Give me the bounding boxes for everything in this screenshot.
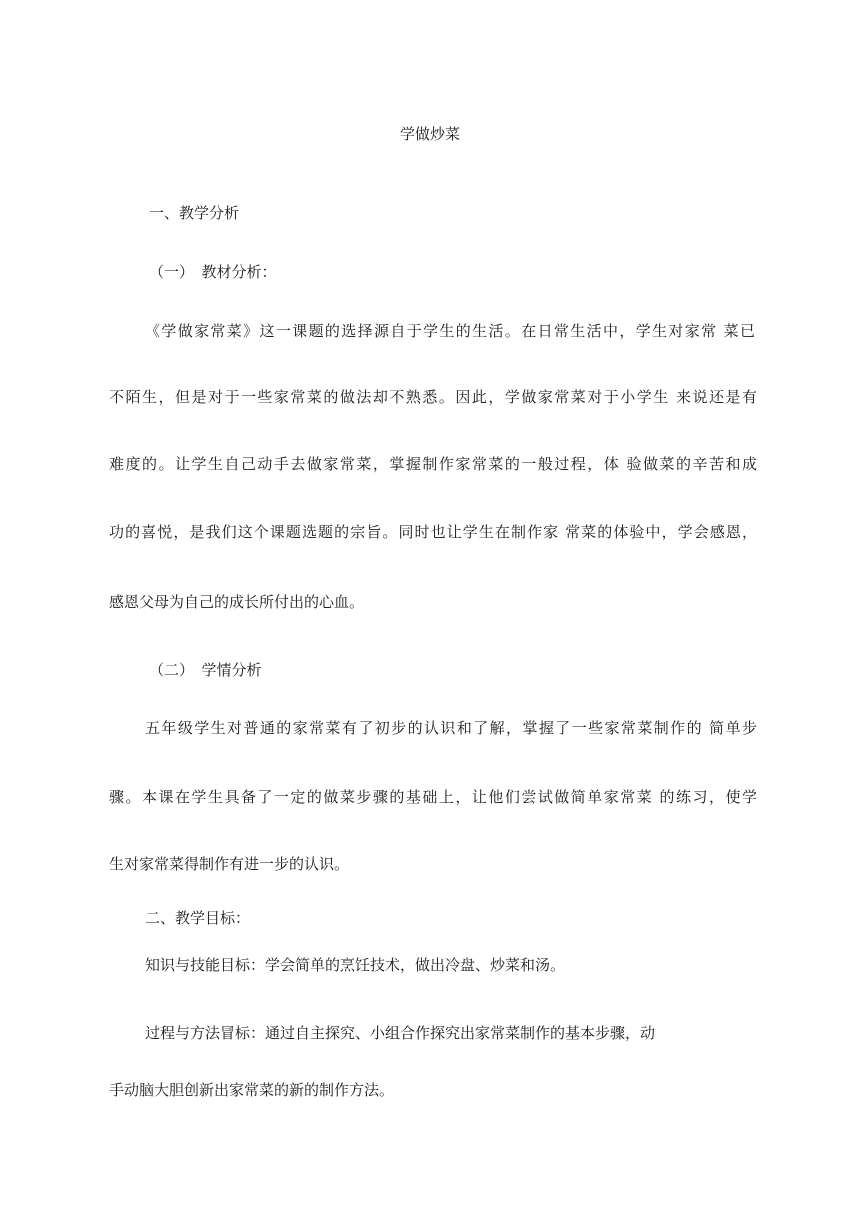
goal-process-method-cont: 手动脑大胆创新出家常菜的新的制作方法。 xyxy=(109,1081,395,1099)
subheading-material-analysis: （一） 教材分析： xyxy=(149,263,277,281)
paragraph-line: 感恩父母为自己的成长所付出的心血。 xyxy=(109,593,365,611)
paragraph-line: 五年级学生对普通的家常菜有了初步的认识和了解，掌握了一些家常菜制作的 简单步 xyxy=(145,719,757,737)
paragraph-line: 难度的。让学生自己动手去做家常菜，掌握制作家常菜的一般过程，体 验做菜的辛苦和成 xyxy=(109,455,757,473)
paragraph-line: 功的喜悦，是我们这个课题选题的宗旨。同时也让学生在制作家 常菜的体验中，学会感恩， xyxy=(109,523,757,541)
document-title: 学做炒菜 xyxy=(399,125,460,143)
paragraph-line: 生对家常菜得制作有进一步的认识。 xyxy=(109,855,350,873)
goal-process-method: 过程与方法冒标：通过自主探究、小组合作探究出家常菜制作的基本步骤，动 xyxy=(145,1024,656,1042)
section-heading-goals: 二、教学目标： xyxy=(145,909,251,927)
goal-knowledge-skills: 知识与技能目标：学会简单的烹饪技术，做出冷盘、炒菜和汤。 xyxy=(145,956,566,974)
paragraph-line: 不陌生，但是对于一些家常菜的做法却不熟悉。因此，学做家常菜对于小学生 来说还是有 xyxy=(109,388,757,406)
section-heading-analysis: 一、教学分析 xyxy=(149,204,240,222)
paragraph-line: 《学做家常菜》这一课题的选择源自于学生的生活。在日常生活中，学生对家常 菜已 xyxy=(145,322,755,340)
subheading-student-analysis: （二） 学情分析 xyxy=(149,661,262,679)
paragraph-line: 骤。本课在学生具备了一定的做菜步骤的基础上，让他们尝试做简单家常菜 的练习，使学 xyxy=(109,788,757,806)
